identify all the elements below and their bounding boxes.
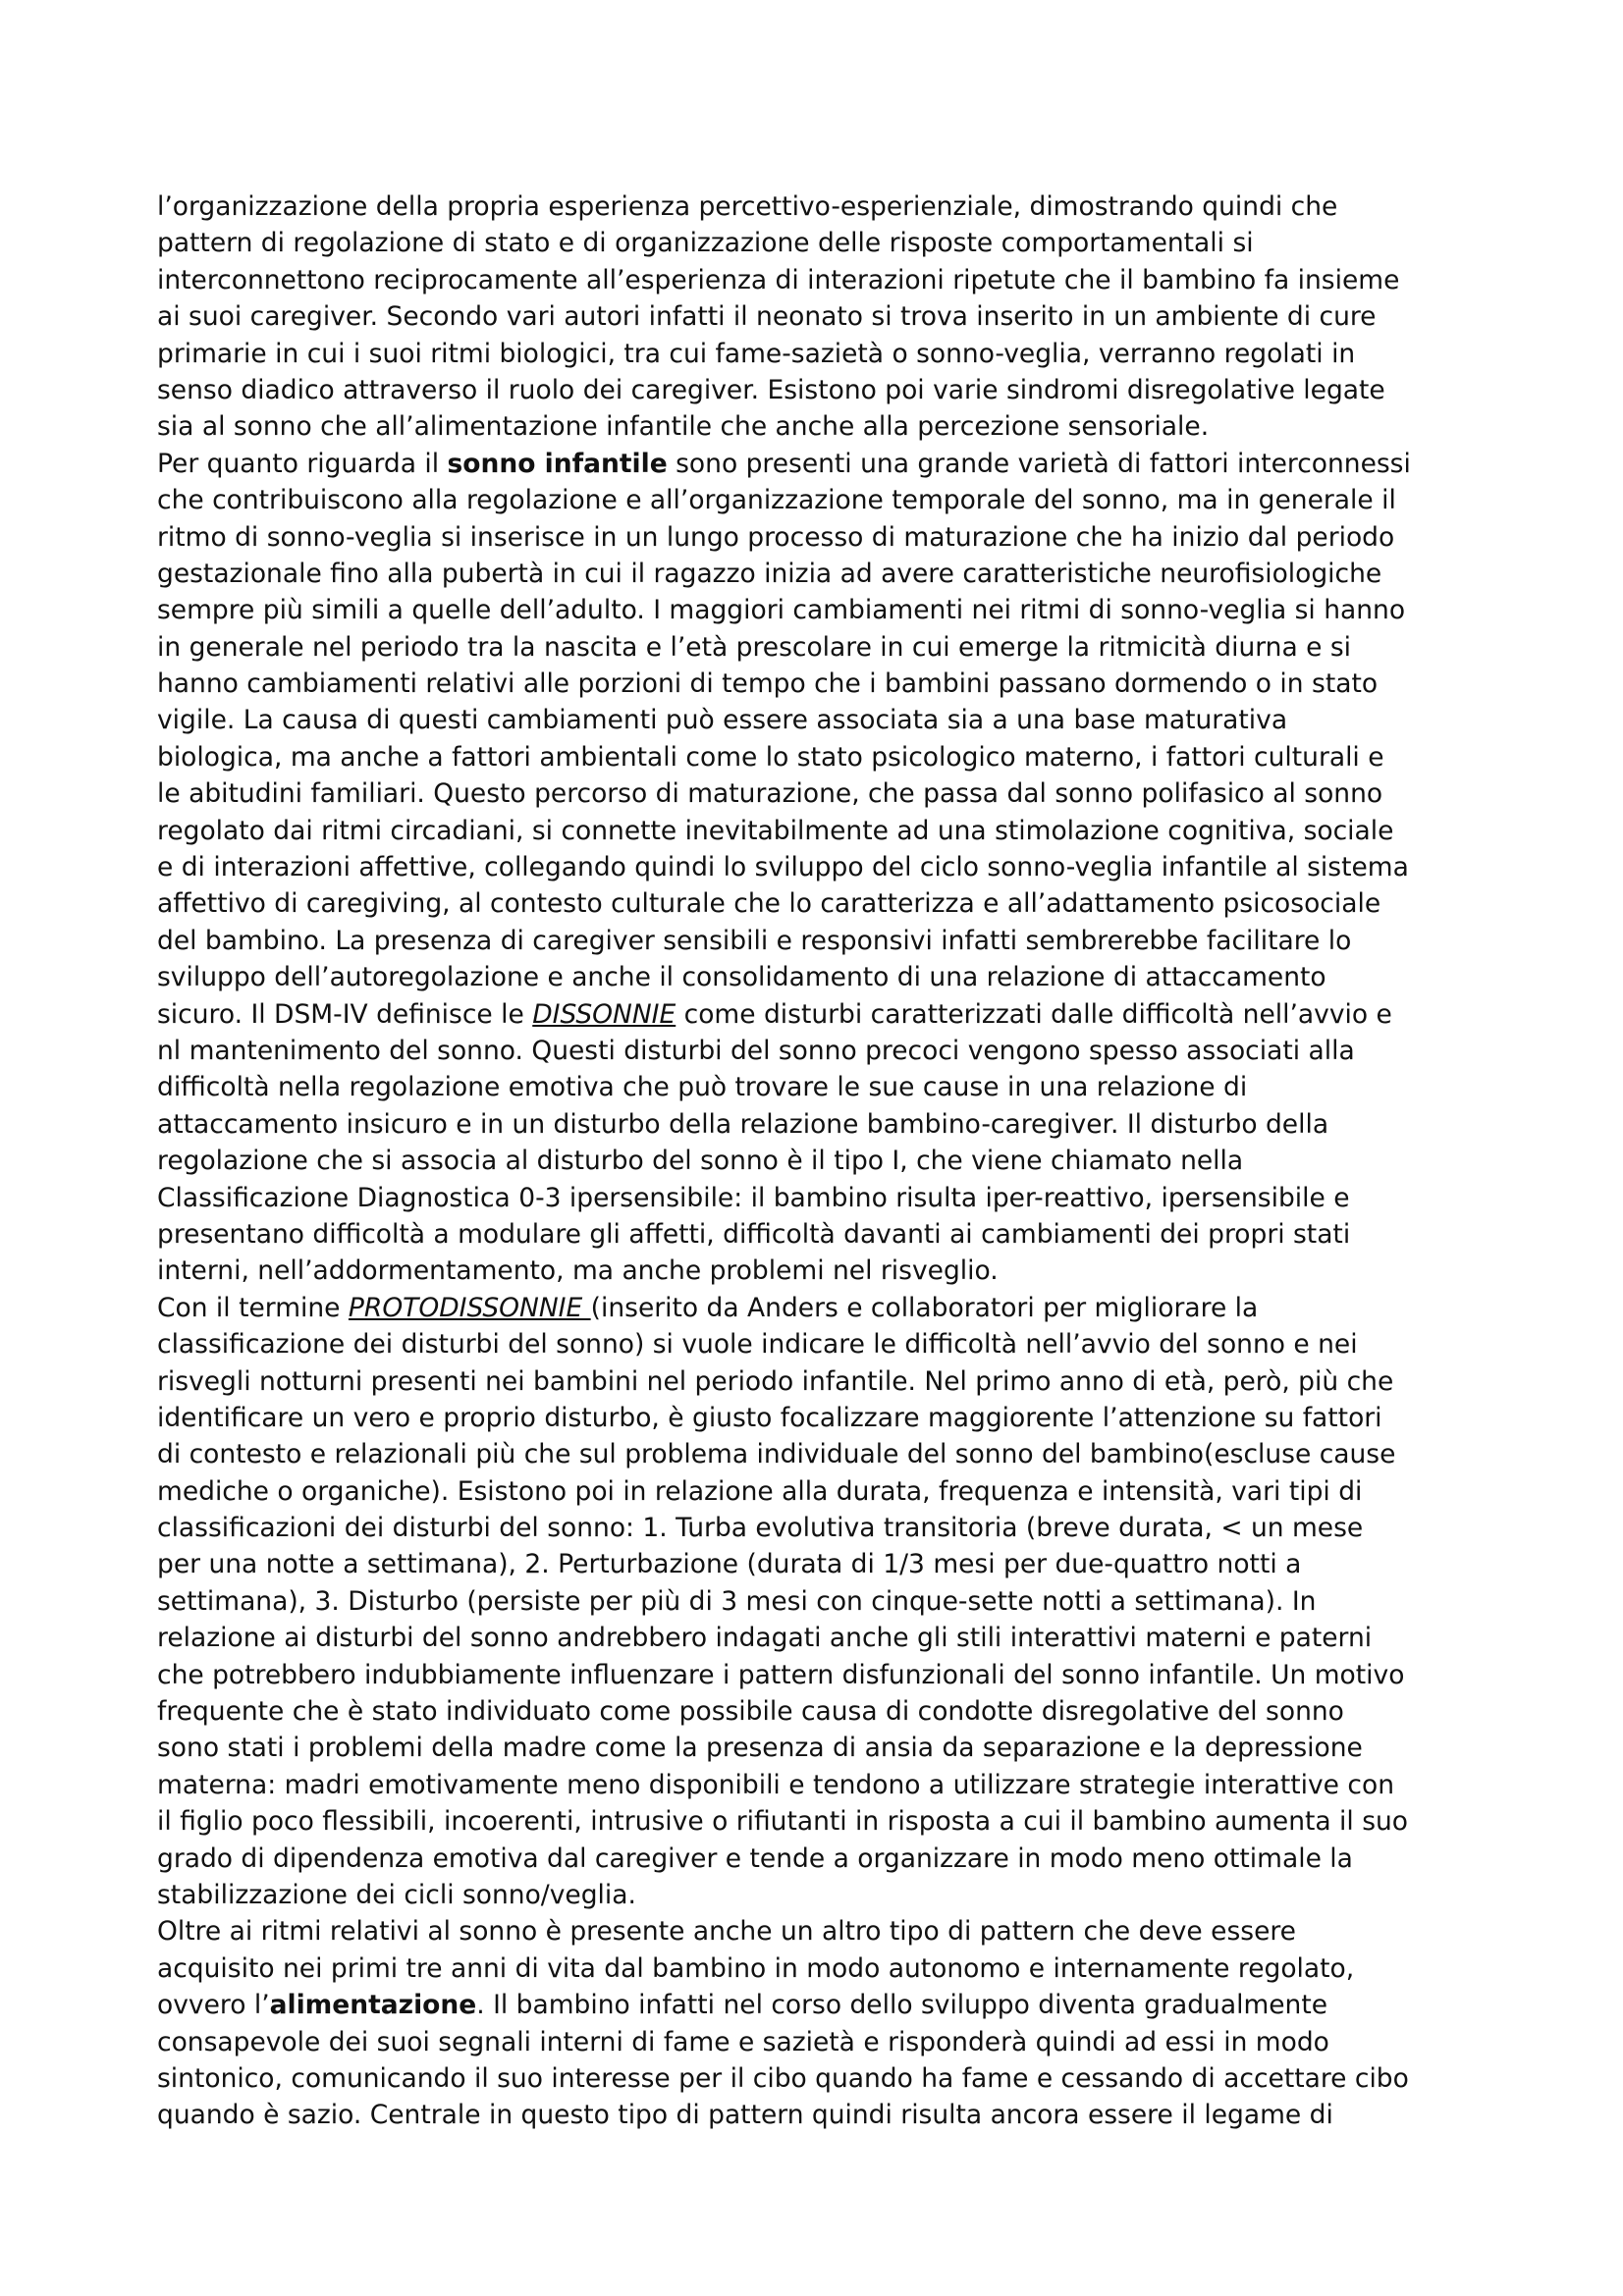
text-line [157,408,1478,445]
text-line [157,2060,1478,2097]
text-line [157,336,1478,372]
text-line [157,1987,1478,2023]
text-line [157,1546,1478,1582]
underlined-term: DISSONNIE [532,998,676,1030]
text-segment: relazione ai disturbi del sonno andrebbero indagati anche gli stili interattivi materni e paterni [157,1623,1373,1654]
text-segment: ai suoi caregiver. Secondo vari autori infatti il neonato si trova inserito in un ambiente di cure [157,301,1377,333]
text-segment: Classificazione Diagnostica 0-3 ipersensibile: il bambino risulta iper-reattivo, ipersensibile e [157,1182,1350,1213]
text-segment: . Il bambino infatti nel corso dello sviluppo diventa gradualmente [476,1990,1328,2021]
text-line [157,1290,1478,1326]
text-segment: Per quanto riguarda il [157,448,448,479]
text-line [157,1877,1478,1913]
text-segment: quando è sazio. Centrale in questo tipo di pattern quindi risulta ancora essere il legame di [157,2100,1333,2131]
text-line [157,1841,1478,1877]
text-line [157,225,1478,261]
text-segment: Con il termine [157,1292,349,1323]
text-segment: il figlio poco flessibili, incoerenti, intrusive o rifiutanti in risposta a cui il bambino aumenta il suo [157,1806,1409,1838]
text-line [157,1913,1478,1949]
text-line [157,885,1478,922]
text-segment: sono stati i problemi della madre come la presenza di ansia da separazione e la depressione [157,1733,1363,1764]
text-line [157,629,1478,666]
text-segment: regolazione che si associa al disturbo del sonno è il tipo I, che viene chiamato nella [157,1146,1244,1177]
bold-term: alimentazione [269,1990,477,2021]
text-line [157,298,1478,335]
text-segment: come disturbi caratterizzati dalle difficoltà nell’avvio e [676,998,1392,1030]
text-segment: stabilizzazione dei cicli sonno/veglia. [157,1879,636,1910]
text-line [157,1180,1478,1216]
text-line [157,592,1478,628]
text-segment: attaccamento insicuro e in un disturbo della relazione bambino-caregiver. Il disturbo della [157,1108,1329,1140]
text-segment: le abitudini familiari. Questo percorso di maturazione, che passa dal sonno polifasico al sonno [157,778,1383,810]
text-segment: sicuro. Il DSM-IV definisce le [157,998,533,1030]
text-segment: del bambino. La presenza di caregiver sensibili e responsivi infatti sembrerebbe facilitare lo [157,925,1352,956]
text-line [157,1436,1478,1472]
text-segment: (inserito da Anders e collaboratori per migliorare la [590,1292,1259,1323]
text-line [157,482,1478,518]
text-segment: materna: madri emotivamente meno disponibili e tendono a utilizzare strategie interattive con [157,1769,1394,1800]
text-segment: classificazione dei disturbi del sonno) si vuole indicare le difficoltà nell’avvio del sonno e nei [157,1329,1358,1361]
text-segment: grado di dipendenza emotiva dal caregiver e tende a organizzare in modo meno ottimale la [157,1842,1353,1874]
text-segment: in generale nel periodo tra la nascita e l’età prescolare in cui emerge la ritmicità diurna e si [157,631,1352,663]
text-line [157,996,1478,1033]
text-segment: classificazioni dei disturbi del sonno: 1. Turba evolutiva transitoria (breve durata, < un mese [157,1513,1364,1544]
text-line [157,849,1478,885]
text-line [157,1730,1478,1766]
text-segment: che contribuiscono alla regolazione e all’organizzazione temporale del sonno, ma in generale il [157,485,1396,516]
text-line [157,262,1478,298]
text-line [157,1326,1478,1362]
text-segment: sono presenti una grande varietà di fattori interconnessi [667,448,1411,479]
text-segment: frequente che è stato individuato come possibile causa di condotte disregolative del sonno [157,1696,1344,1728]
text-segment: vigile. La causa di questi cambiamenti può essere associata sia a una base maturativa [157,705,1288,736]
text-line [157,556,1478,592]
text-segment: presentano difficoltà a modulare gli affetti, difficoltà davanti ai cambiamenti dei propri stati [157,1218,1351,1250]
text-segment: senso diadico attraverso il ruolo dei caregiver. Esistono poi varie sindromi disregolative legate [157,374,1385,405]
text-segment: difficoltà nella regolazione emotiva che può trovare le sue cause in una relazione di [157,1072,1248,1103]
text-segment: Oltre ai ritmi relativi al sonno è presente anche un altro tipo di pattern che deve essere [157,1916,1296,1948]
text-line [157,1069,1478,1105]
text-segment: consapevole dei suoi segnali interni di fame e sazietà e risponderà quindi ad essi in modo [157,2026,1329,2057]
text-segment: l’organizzazione della propria esperienza percettivo-esperienziale, dimostrando quindi che [157,191,1338,222]
text-segment: che potrebbero indubbiamente influenzare i pattern disfunzionali del sonno infantile. Un motivo [157,1659,1405,1690]
text-segment: ovvero l’ [157,1990,270,2021]
text-line [157,1803,1478,1840]
text-line [157,739,1478,775]
text-segment: sviluppo dell’autoregolazione e anche il consolidamento di una relazione di attaccamento [157,962,1326,993]
text-segment: pattern di regolazione di stato e di organizzazione delle risposte comportamentali si [157,228,1254,259]
text-line [157,959,1478,995]
text-segment: sempre più simili a quelle dell’adulto. I maggiori cambiamenti nei ritmi di sonno-veglia si hanno [157,595,1406,626]
text-line [157,446,1478,482]
text-line [157,2024,1478,2060]
text-segment: regolato dai ritmi circadiani, si connette inevitabilmente ad una stimolazione cognitiva, sociale [157,815,1394,846]
text-segment: primarie in cui i suoi ritmi biologici, tra cui fame-sazietà o sonno-veglia, verranno regolati in [157,338,1356,369]
text-line [157,666,1478,702]
text-line [157,2097,1478,2133]
text-segment: acquisito nei primi tre anni di vita dal bambino in modo autonomo e internamente regolato, [157,1952,1355,1984]
text-line [157,1473,1478,1510]
text-line [157,813,1478,849]
text-line [157,1510,1478,1546]
text-line [157,1950,1478,1987]
bold-term: sonno infantile [447,448,668,479]
text-line [157,1216,1478,1253]
text-segment: ritmo di sonno-veglia si inserisce in un lungo processo di maturazione che ha inizio dal periodo [157,521,1395,553]
text-line [157,1620,1478,1656]
text-line [157,519,1478,556]
text-line [157,188,1478,225]
text-line [157,1143,1478,1179]
text-line [157,1363,1478,1400]
text-segment: affettivo di caregiving, al contesto culturale che lo caratterizza e all’adattamento psicosociale [157,888,1381,920]
text-segment: sintonico, comunicando il suo interesse per il cibo quando ha fame e cessando di accettare cibo [157,2062,1409,2094]
text-line [157,372,1478,408]
text-line [157,1657,1478,1693]
text-segment: risvegli notturni presenti nei bambini nel periodo infantile. Nel primo anno di età, però, più che [157,1365,1394,1397]
text-segment: biologica, ma anche a fattori ambientali come lo stato psicologico materno, i fattori culturali e [157,741,1384,773]
text-line [157,702,1478,738]
text-segment: interni, nell’addormentamento, ma anche problemi nel risveglio. [157,1255,999,1287]
text-segment: interconnettono reciprocamente all’esperienza di interazioni ripetute che il bambino fa insieme [157,264,1400,295]
text-segment: sia al sonno che all’alimentazione infantile che anche alla percezione sensoriale. [157,411,1210,443]
text-line [157,923,1478,959]
text-line [157,1253,1478,1289]
text-line [157,1767,1478,1803]
text-segment: identificare un vero e proprio disturbo, è giusto focalizzare maggiorente l’attenzione su fattori [157,1402,1382,1433]
text-segment: mediche o organiche). Esistono poi in relazione alla durata, frequenza e intensità, vari tipi di [157,1475,1363,1507]
text-segment: settimana), 3. Disturbo (persiste per più di 3 mesi con cinque-sette notti a settimana). In [157,1585,1317,1617]
text-segment: hanno cambiamenti relativi alle porzioni di tempo che i bambini passano dormendo o in stato [157,668,1379,700]
text-segment: di contesto e relazionali più che sul problema individuale del sonno del bambino(escluse cause [157,1439,1396,1470]
document-text-body [157,188,1478,2134]
text-segment: e di interazioni affettive, collegando quindi lo sviluppo del ciclo sonno-veglia infantile al sistema [157,852,1409,883]
text-line [157,1033,1478,1069]
text-segment: nl mantenimento del sonno. Questi disturbi del sonno precoci vengono spesso associati alla [157,1035,1355,1066]
underlined-term: PROTODISSONNIE [348,1292,591,1323]
text-line [157,1106,1478,1143]
text-segment: per una notte a settimana), 2. Perturbazione (durata di 1/3 mesi per due-quattro notti a [157,1549,1302,1580]
text-line [157,1400,1478,1436]
text-segment: gestazionale fino alla pubertà in cui il ragazzo inizia ad avere caratteristiche neurofisiologiche [157,558,1382,589]
text-line [157,1583,1478,1620]
text-line [157,775,1478,812]
text-line [157,1693,1478,1730]
